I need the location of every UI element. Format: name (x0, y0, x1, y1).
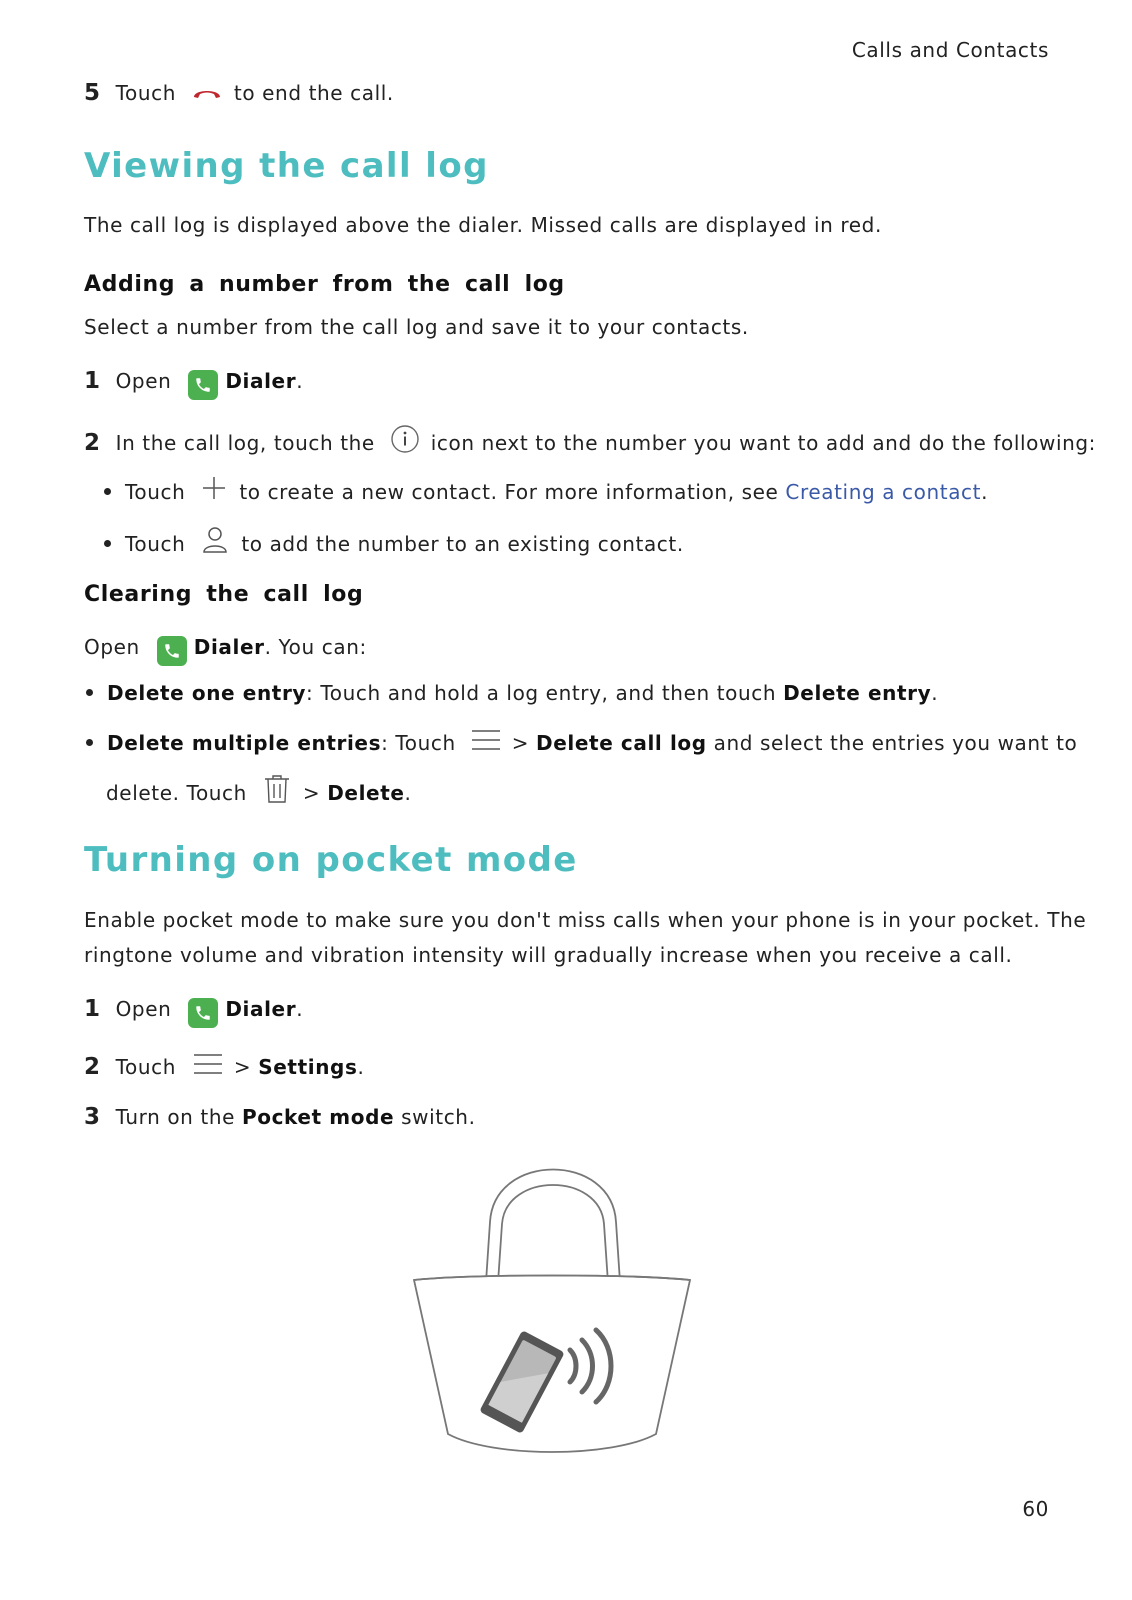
menu-icon (471, 728, 501, 758)
bullet-text-post: . (981, 480, 989, 504)
pocket-intro-line-2: ringtone volume and vibration intensity will gradually increase when you receive a call. (84, 943, 1013, 967)
dialer-label: Dialer (225, 997, 297, 1021)
gt-sign: > (302, 781, 321, 805)
plus-icon (202, 476, 226, 506)
item-text-post: . (404, 781, 412, 805)
step-number: 2 (84, 430, 101, 456)
pocket-step-1 (84, 996, 303, 1028)
dialer-icon (188, 370, 218, 400)
bullet (104, 488, 111, 495)
trash-icon (264, 774, 290, 810)
person-icon (202, 526, 228, 560)
item-text-post: and select the entries you want to (713, 731, 1078, 755)
subheading-adding-number: Adding a number from the call log (84, 272, 565, 297)
item-text: : Touch (381, 731, 456, 755)
info-icon (390, 424, 420, 460)
dialer-label: Dialer (225, 369, 297, 393)
step-text-post: to end the call. (233, 81, 394, 105)
bullet (86, 689, 93, 696)
step-text: Open (115, 369, 172, 393)
adding-step-1 (84, 368, 303, 400)
step-text: In the call log, touch the (115, 431, 375, 455)
dialer-label: Dialer (193, 635, 265, 659)
pocket-bag-illustration (412, 1164, 696, 1464)
adding-bullet-2 (104, 526, 684, 560)
item-text: : Touch and hold a log entry, and then touch (306, 681, 777, 705)
adding-step-2 (84, 424, 1096, 460)
gt-sign: > (233, 1055, 252, 1079)
step-text-post: . (357, 1055, 365, 1079)
adding-bullet-1 (104, 476, 988, 506)
step-number: 1 (84, 368, 101, 394)
step-number: 5 (84, 80, 101, 106)
step-number: 1 (84, 996, 101, 1022)
step-text-post: . (296, 369, 304, 393)
step-5 (84, 80, 394, 108)
item-label: Delete multiple entries (107, 731, 382, 755)
bullet (86, 739, 93, 746)
bullet-text: Touch (125, 532, 186, 556)
item-action: Delete (327, 781, 405, 805)
subheading-clearing-call-log: Clearing the call log (84, 582, 364, 607)
running-header: Calls and Contacts (851, 38, 1049, 62)
step-number: 3 (84, 1104, 101, 1130)
step-text-post: . (296, 997, 304, 1021)
dialer-icon (188, 998, 218, 1028)
item-text-post: . (931, 681, 939, 705)
step-text: Touch (115, 1055, 176, 1079)
clearing-item-2-line-2 (106, 774, 411, 810)
item-action: Delete entry (783, 681, 932, 705)
step-text-post: switch. (401, 1105, 476, 1129)
end-call-icon (191, 82, 223, 108)
item-text: delete. Touch (106, 781, 247, 805)
bullet-text-mid: to create a new contact. For more information, see (239, 480, 779, 504)
clearing-item-2 (86, 728, 1077, 758)
creating-contact-link[interactable]: Creating a contact (785, 480, 982, 504)
pocket-intro-line-1: Enable pocket mode to make sure you don't miss calls when your phone is in your pocket. The (84, 908, 1087, 932)
settings-label: Settings (258, 1055, 358, 1079)
pocket-mode-label: Pocket mode (242, 1105, 395, 1129)
item-action: Delete call log (536, 731, 707, 755)
heading-viewing-call-log: Viewing the call log (84, 146, 489, 186)
pocket-step-3 (84, 1104, 476, 1130)
open-text-post: . You can: (264, 635, 367, 659)
gt-sign: > (511, 731, 530, 755)
pocket-step-2 (84, 1052, 364, 1082)
menu-icon (193, 1052, 223, 1082)
step-text-post: icon next to the number you want to add and do the following: (430, 431, 1097, 455)
bullet-text: Touch (125, 480, 186, 504)
step-text: Touch (115, 81, 176, 105)
open-text: Open (84, 635, 140, 659)
clearing-item-1 (86, 680, 938, 706)
viewing-intro: The call log is displayed above the dialer. Missed calls are displayed in red. (84, 213, 882, 237)
bullet-text-post: to add the number to an existing contact. (241, 532, 684, 556)
step-text: Open (115, 997, 172, 1021)
item-label: Delete one entry (107, 681, 307, 705)
bullet (104, 540, 111, 547)
step-number: 2 (84, 1054, 101, 1080)
dialer-icon (157, 636, 187, 666)
clearing-open-line (84, 634, 367, 666)
page-number: 60 (1022, 1497, 1049, 1521)
heading-pocket-mode: Turning on pocket mode (84, 840, 578, 880)
step-text: Turn on the (115, 1105, 236, 1129)
adding-intro: Select a number from the call log and save it to your contacts. (84, 315, 749, 339)
